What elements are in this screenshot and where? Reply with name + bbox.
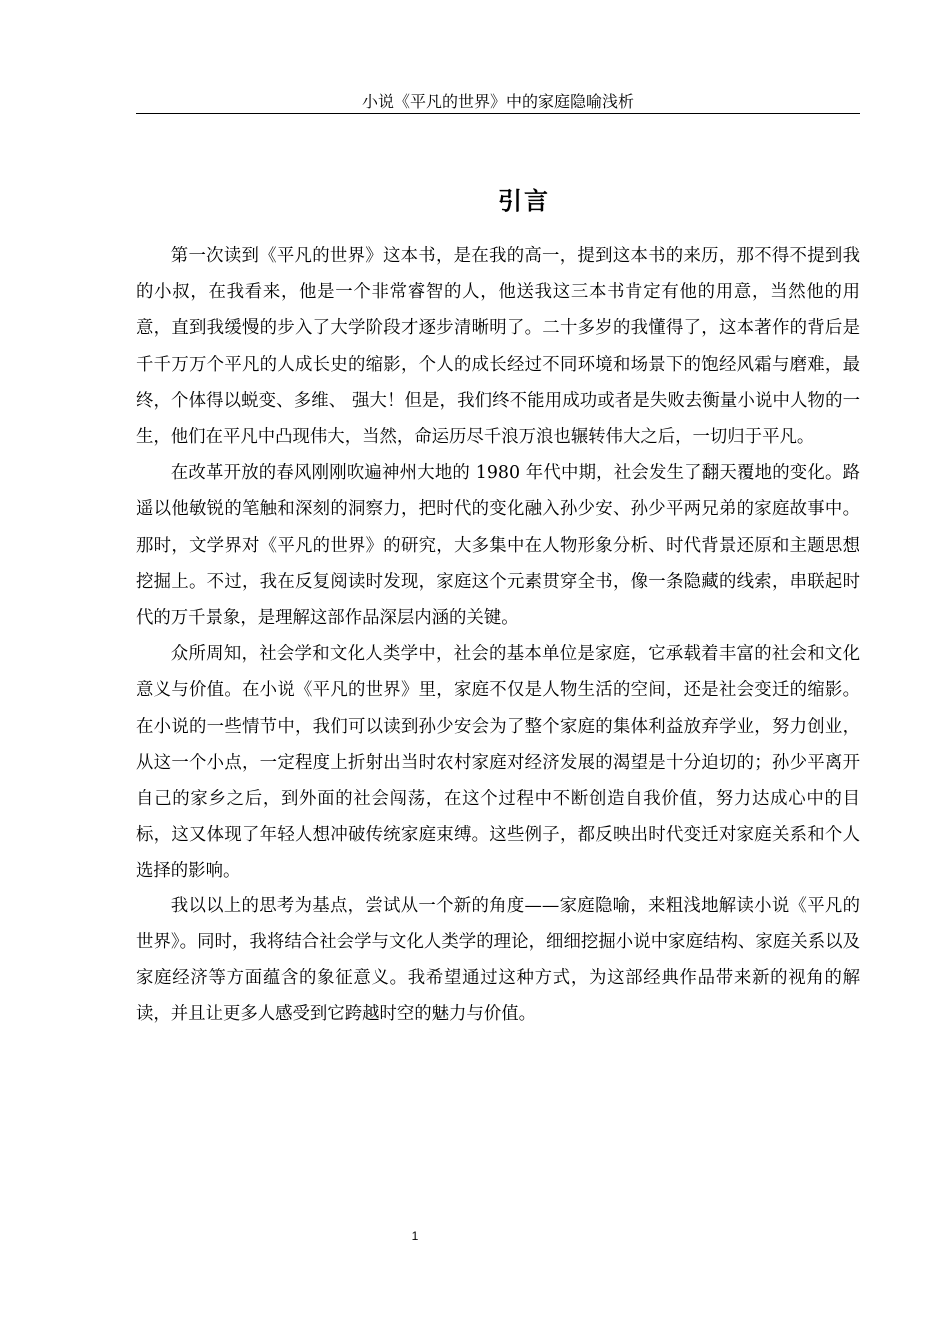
paragraph: 众所周知，社会学和文化人类学中，社会的基本单位是家庭，它承载着丰富的社会和文化意义与价值。在小说《平凡的世界》里，家庭不仅是人物生活的空间，还是社会变迁的缩影。在小说的一些情节中，我们可以读到孙少安会为了整个家庭的集体利益放弃学业，努力创业，从这一个小点，一定程度上折射出当时农村家庭对经济发展的渴望是十分迫切的；孙少平离开自己的家乡之后，到外面的社会闯荡，在这个过程中不断创造自我价值，努力达成心中的目标，这又体现了年轻人想冲破传统家庭束缚。这些例子，都反映出时代变迁对家庭关系和个人选择的影响。 — [136, 644, 860, 882]
body-text — [136, 238, 860, 1032]
header-rule — [136, 113, 860, 114]
page-number: 1 — [411, 1229, 419, 1243]
paragraph: 第一次读到《平凡的世界》这本书，是在我的高一，提到这本书的来历，那不得不提到我的小叔，在我看来，他是一个非常睿智的人，他送我这三本书肯定有他的用意，当然他的用意，直到我缓慢的步入了大学阶段才逐步清晰明了。二十多岁的我懂得了，这本著作的背后是千千万万个平凡的人成长史的缩影，个人的成长经过不同环境和场景下的饱经风霜与磨难，最终，个体得以蜕变、多维、 强大！但是，我们终不能用成功或者是失败去衡量小说中人物的一生，他们在平凡中凸现伟大，当然，命运历尽千浪万浪也辗转伟大之后，一切归于平凡。 — [136, 246, 860, 448]
section-title: 引言 — [498, 187, 550, 215]
paragraph: 我以以上的思考为基点，尝试从一个新的角度——家庭隐喻，来粗浅地解读小说《平凡的世界》。同时，我将结合社会学与文化人类学的理论，细细挖掘小说中家庭结构、家庭关系以及家庭经济等方面蕴含的象征意义。我希望通过这种方式，为这部经典作品带来新的视角的解读，并且让更多人感受到它跨越时空的魅力与价值。 — [136, 895, 860, 1025]
paragraph: 在改革开放的春风刚刚吹遍神州大地的 1980 年代中期，社会发生了翻天覆地的变化。路遥以他敏锐的笔触和深刻的洞察力，把时代的变化融入孙少安、孙少平两兄弟的家庭故事中。那时，文学界对《平凡的世界》的研究，大多集中在人物形象分析、时代背景还原和主题思想挖掘上。不过，我在反复阅读时发现，家庭这个元素贯穿全书，像一条隐藏的线索，串联起时代的万千景象，是理解这部作品深层内涵的关键。 — [136, 463, 860, 629]
running-header: 小说《平凡的世界》中的家庭隐喻浅析 — [361, 92, 634, 111]
